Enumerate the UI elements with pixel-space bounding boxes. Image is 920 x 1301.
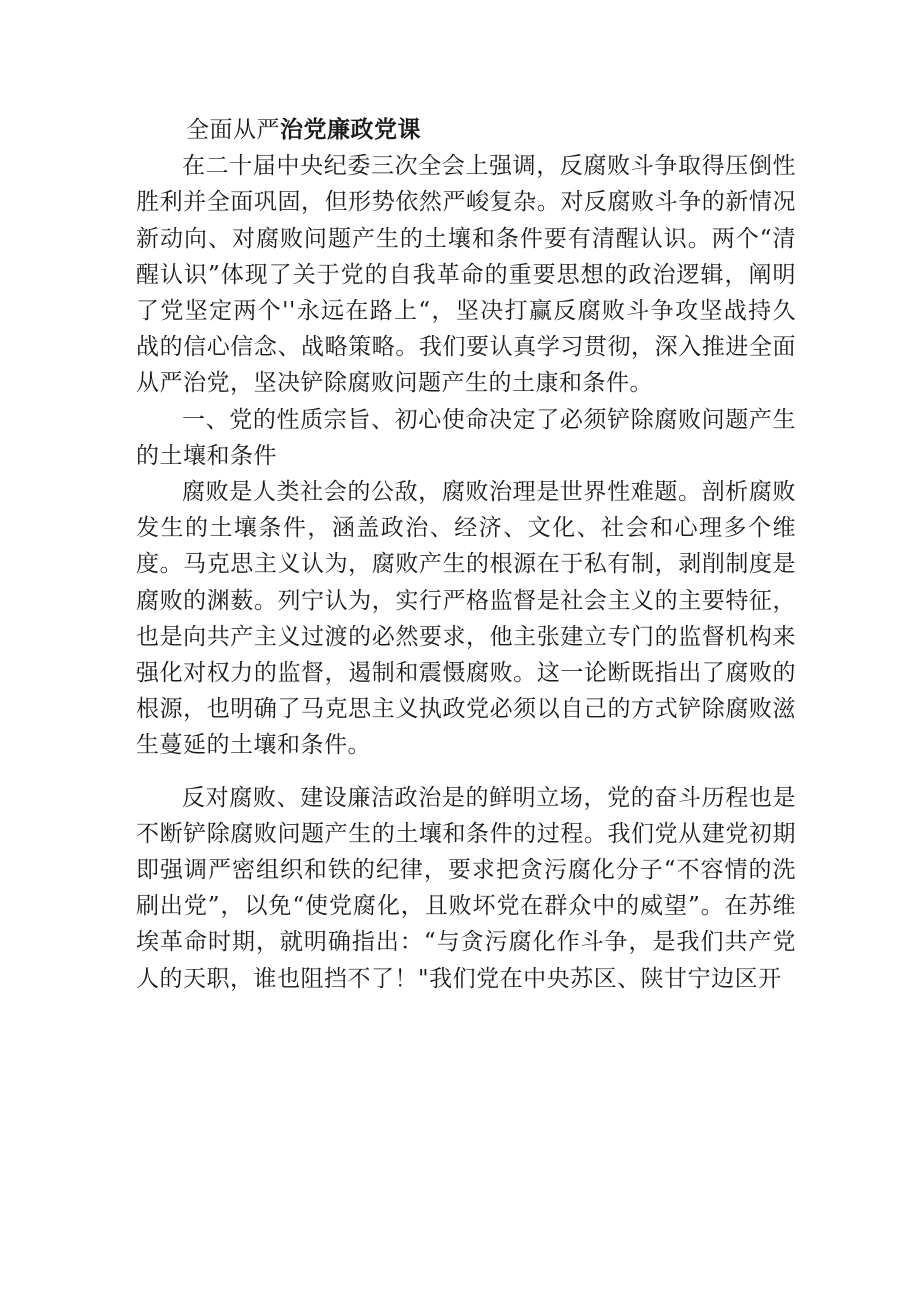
title-bold: 治党廉政党课	[280, 116, 421, 143]
title-prefix: 全面从严	[186, 117, 280, 143]
section-heading-1: 一、党的性质宗旨、初心使命决定了必须铲除腐败问题产生的土壤和条件	[136, 406, 796, 469]
paragraph-intro: 在二十届中央纪委三次全会上强调，反腐败斗争取得压倒性胜利并全面巩固，但形势依然严峻复杂。对反腐败斗争的新情况新动向、对腐败问题产生的土壤和条件要有清醒认识。两个“清醒认识”体现了关于党的自我革命的重要思想的政治逻辑，阐明了党坚定两个''永远在路上“，坚决打赢反腐败斗争攻坚战持久战的信心信念、战略策略。我们要认真学习贯彻，深入推进全面从严治党，坚决铲除腐败问题产生的土康和条件。	[136, 153, 796, 397]
paragraph-corruption-roots: 腐败是人类社会的公敌，腐败治理是世界性难题。剖析腐败发生的土壤条件，涵盖政治、经济、文化、社会和心理多个维度。马克思主义认为，腐败产生的根源在于私有制，剥削制度是腐败的渊薮。列宁认为，实行严格监督是社会主义的主要特征，也是向共产主义过渡的必然要求，他主张建立专门的监督机构来强化对权力的监督，遏制和震慑腐败。这一论断既指出了腐败的根源，也明确了马克思主义执政党必须以自己的方式铲除腐败滋生蔓延的土壤和条件。	[136, 479, 796, 759]
document-body	[136, 112, 796, 997]
document-title	[136, 112, 796, 148]
paragraph-party-history: 反对腐败、建设廉洁政治是的鲜明立场，党的奋斗历程也是不断铲除腐败问题产生的土壤和条件的过程。我们党从建党初期即强调严密组织和铁的纪律，要求把贪污腐化分子“不容情的洗刷出党”，以免“使党腐化，且败坏党在群众中的威望”。在苏维埃革命时期，就明确指出：“与贪污腐化作斗争，是我们共产党人的天职，谁也阻挡不了！"我们党在中央苏区、陕甘宁边区开	[136, 784, 796, 992]
